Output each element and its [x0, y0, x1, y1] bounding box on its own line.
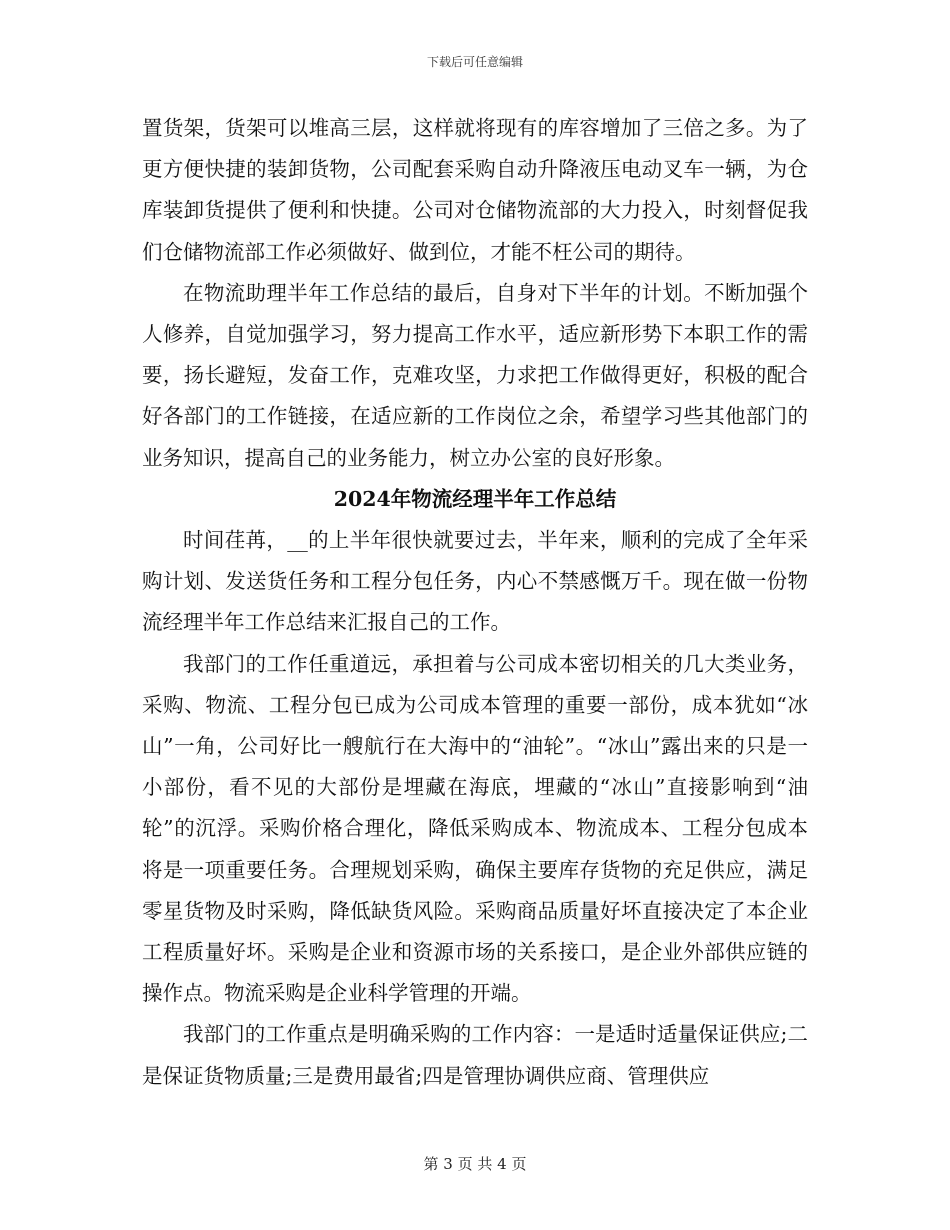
- paragraph-4: 我部门的工作任重道远，承担着与公司成本密切相关的几大类业务，采购、物流、工程分包已成为公司成本管理的重要一部份，成本犹如“冰山”一角，公司好比一艘航行在大海中的“油轮”。“冰山”露出来的只是一小部份，看不见的大部份是埋藏在海底，埋藏的“冰山”直接影响到“油轮”的沉浮。采购价格合理化，降低采购成本、物流成本、工程分包成本将是一项重要任务。合理规划采购，确保主要库存货物的充足供应，满足零星货物及时采购，降低缺货风险。采购商品质量好坏直接决定了本企业工程质量好坏。采购是企业和资源市场的关系接口，是企业外部供应链的操作点。物流采购是企业科学管理的开端。: [142, 651, 808, 1006]
- document-body: [142, 108, 808, 1097]
- page-number: 第 3 页 共 4 页: [423, 1155, 527, 1173]
- paragraph-2: 在物流助理半年工作总结的最后，自身对下半年的计划。不断加强个人修养，自觉加强学习，努力提高工作水平，适应新形势下本职工作的需要，扬长避短，发奋工作，克难攻坚，力求把工作做得更好，积极的配合好各部门的工作链接，在适应新的工作岗位之余，希望学习些其他部门的业务知识，提高自己的业务能力，树立办公室的良好形象。: [142, 280, 808, 470]
- page-header-note: 下载后可任意编辑: [426, 55, 523, 69]
- paragraph-1: 置货架，货架可以堆高三层，这样就将现有的库容增加了三倍之多。为了更方便快捷的装卸货物，公司配套采购自动升降液压电动叉车一辆，为仓库装卸货提供了便利和快捷。公司对仓储物流部的大力投入，时刻督促我们仓储物流部工作必须做好、做到位，才能不枉公司的期待。: [142, 116, 808, 264]
- section-title: 2024年物流经理半年工作总结: [333, 486, 617, 511]
- paragraph-5: 我部门的工作重点是明确采购的工作内容：一是适时适量保证供应;二是保证货物质量;三是费用最省;四是管理协调供应商、管理供应: [142, 1022, 808, 1088]
- paragraph-3: 时间荏苒，__的上半年很快就要过去，半年来，顺利的完成了全年采购计划、发送货任务和工程分包任务，内心不禁感慨万千。现在做一份物流经理半年工作总结来汇报自己的工作。: [142, 528, 808, 635]
